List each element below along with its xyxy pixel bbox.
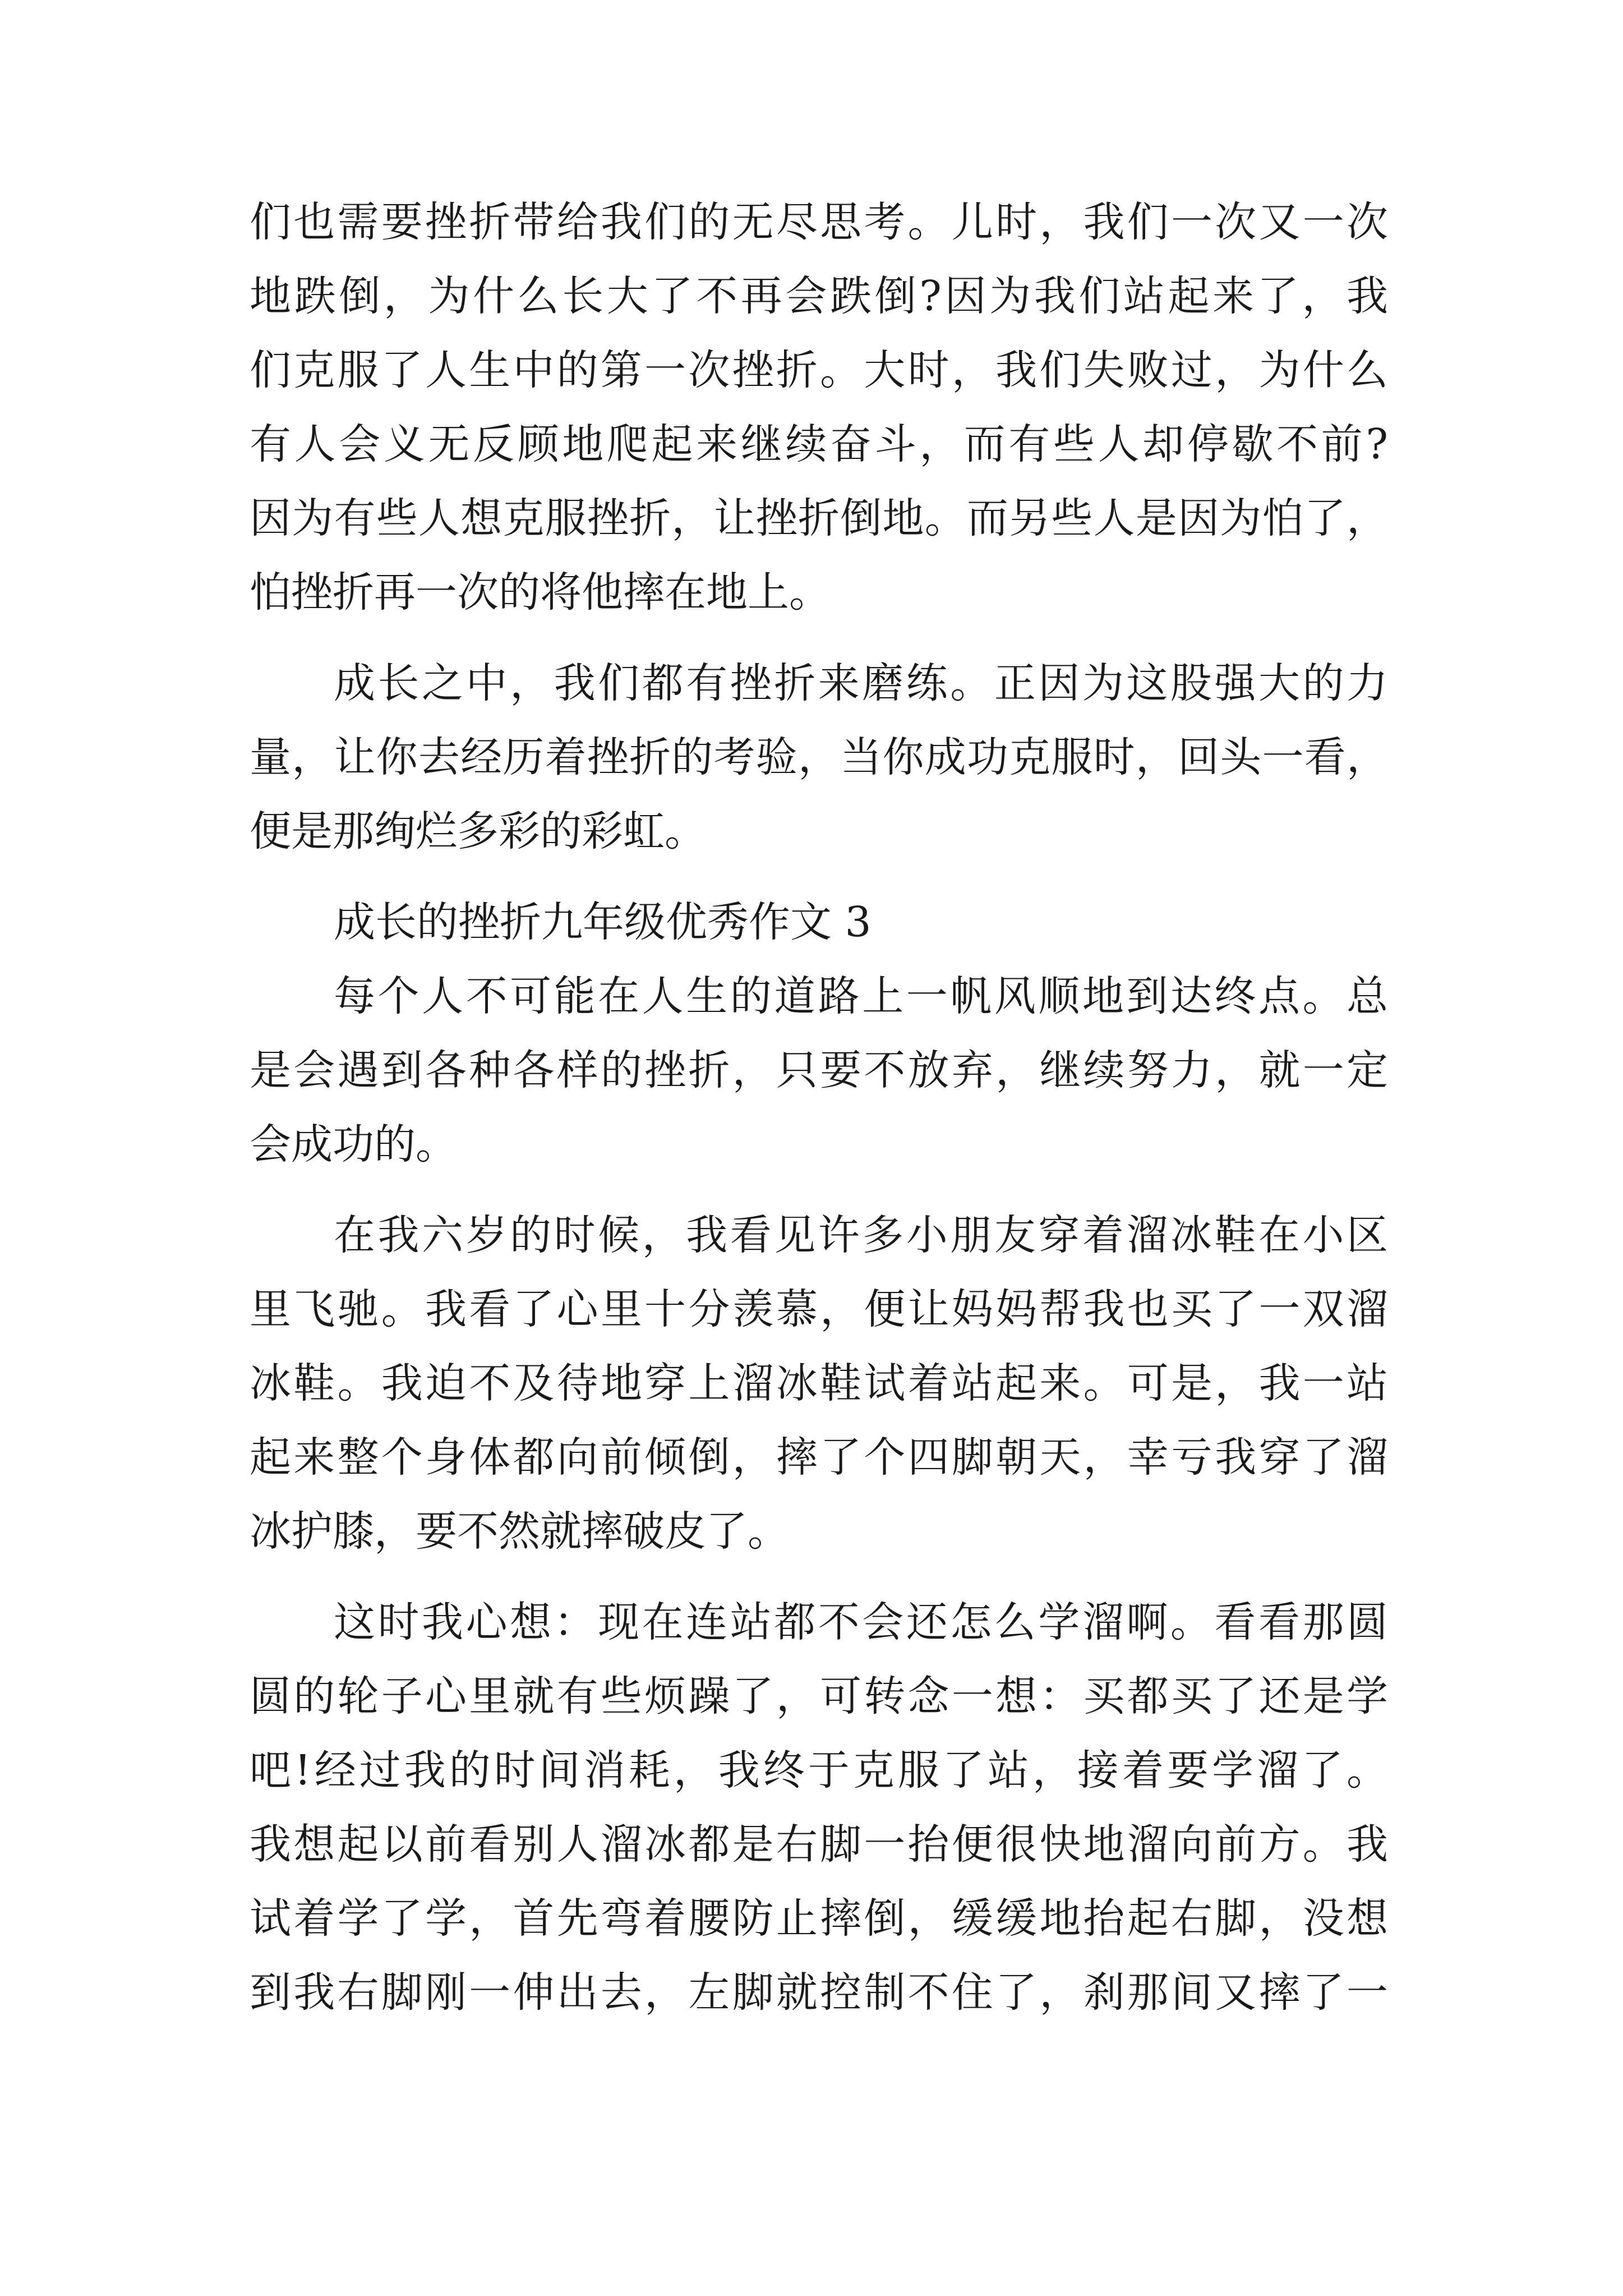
text-line: 们克服了人生中的第一次挫折。大时，我们失败过，为什么 bbox=[250, 346, 1388, 394]
text-line: 在我六岁的时候，我看见许多小朋友穿着溜冰鞋在小区 bbox=[334, 1211, 1388, 1259]
text-line: 怕挫折再一次的将他摔在地上。 bbox=[250, 568, 831, 616]
text-line: 试着学了学，首先弯着腰防止摔倒，缓缓地抬起右脚，没想 bbox=[250, 1894, 1388, 1943]
text-line: 冰鞋。我迫不及待地穿上溜冰鞋试着站起来。可是，我一站 bbox=[250, 1359, 1388, 1407]
text-line: 因为有些人想克服挫折，让挫折倒地。而另些人是因为怕了， bbox=[250, 494, 1388, 542]
text-line: 是会遇到各种各样的挫折，只要不放弃，继续努力，就一定 bbox=[250, 1046, 1388, 1094]
text-line: 会成功的。 bbox=[250, 1120, 457, 1168]
text-line: 地跌倒，为什么长大了不再会跌倒?因为我们站起来了，我 bbox=[250, 272, 1388, 320]
text-line: 量，让你去经历着挫折的考验，当你成功克服时，回头一看， bbox=[250, 733, 1388, 781]
text-line: 吧!经过我的时间消耗，我终于克服了站，接着要学溜了。 bbox=[250, 1746, 1388, 1795]
essay-body bbox=[250, 185, 1388, 2030]
text-line: 有人会义无反顾地爬起来继续奋斗，而有些人却停歇不前? bbox=[250, 420, 1388, 468]
text-line: 圆的轮子心里就有些烦躁了，可转念一想：买都买了还是学 bbox=[250, 1672, 1388, 1720]
text-line: 们也需要挫折带给我们的无尽思考。儿时，我们一次又一次 bbox=[250, 198, 1388, 246]
section-heading: 成长的挫折九年级优秀作文 3 bbox=[334, 898, 872, 946]
text-line: 起来整个身体都向前倾倒，摔了个四脚朝天，幸亏我穿了溜 bbox=[250, 1433, 1388, 1481]
text-line: 成长之中，我们都有挫折来磨练。正因为这股强大的力 bbox=[334, 659, 1388, 707]
text-line: 我想起以前看别人溜冰都是右脚一抬便很快地溜向前方。我 bbox=[250, 1820, 1388, 1869]
text-line: 里飞驰。我看了心里十分羡慕，便让妈妈帮我也买了一双溜 bbox=[250, 1285, 1388, 1333]
text-line: 便是那绚烂多彩的彩虹。 bbox=[250, 807, 706, 855]
text-line: 每个人不可能在人生的道路上一帆风顺地到达终点。总 bbox=[334, 972, 1388, 1020]
text-line: 这时我心想：现在连站都不会还怎么学溜啊。看看那圆 bbox=[334, 1598, 1388, 1646]
text-line: 到我右脚刚一伸出去，左脚就控制不住了，刹那间又摔了一 bbox=[250, 1968, 1388, 2017]
text-line: 冰护膝，要不然就摔破皮了。 bbox=[250, 1507, 789, 1556]
